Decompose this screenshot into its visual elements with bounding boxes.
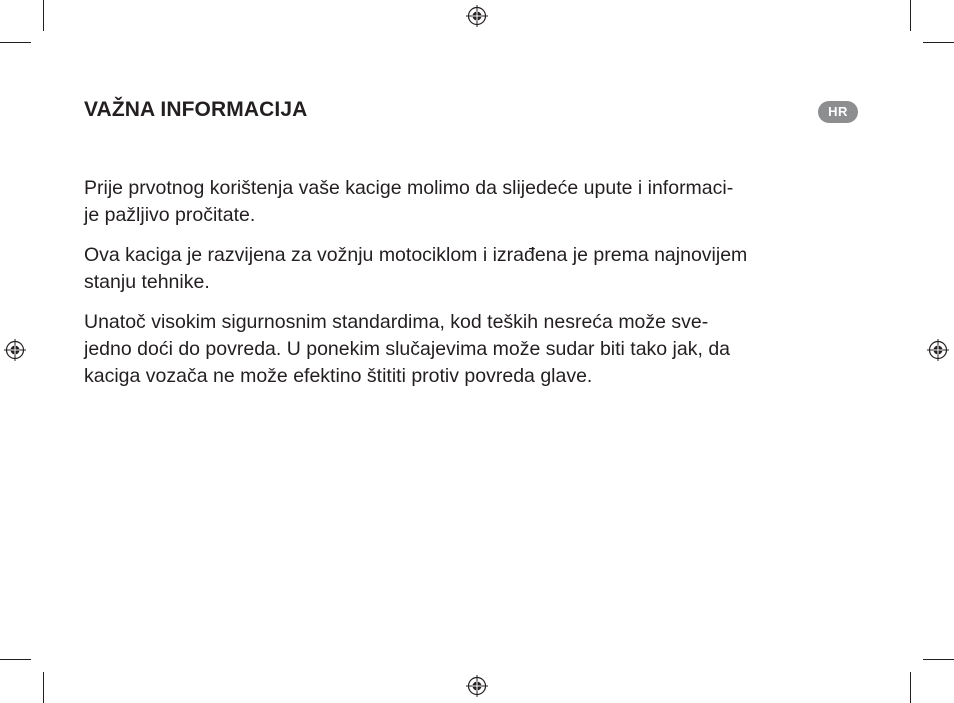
paragraph-line: kaciga vozača ne može efektino štititi protiv povreda glave. <box>84 365 593 387</box>
registration-mark-icon-left <box>4 339 26 361</box>
crop-mark-top-left-vertical <box>43 0 44 31</box>
crop-mark-bottom-right-vertical <box>910 672 911 703</box>
paragraph-line: Prije prvotnog korištenja vaše kacige molimo da slijedeće upute i informaci- <box>84 177 734 199</box>
crop-mark-top-left-horizontal <box>0 42 31 43</box>
crop-mark-bottom-left-horizontal <box>0 659 31 660</box>
crop-mark-bottom-left-vertical <box>43 672 44 703</box>
paragraph-line: stanju tehnike. <box>84 271 210 293</box>
crop-mark-bottom-right-horizontal <box>923 659 954 660</box>
registration-mark-icon-top <box>466 5 488 27</box>
language-badge: HR <box>818 101 858 123</box>
paragraph-line: Ova kaciga je razvijena za vožnju motociklom i izrađena je prema najnovijem <box>84 244 748 266</box>
paragraph-line: jedno doći do povreda. U ponekim slučajevima može sudar biti tako jak, da <box>84 338 731 360</box>
paragraph-line: Unatoč visokim sigurnosnim standardima, kod teških nesreća može sve- <box>84 311 709 333</box>
paragraph-purpose <box>84 242 874 296</box>
body-text <box>84 175 874 403</box>
crop-mark-top-right-horizontal <box>923 42 954 43</box>
paragraph-line: je pažljivo pročitate. <box>84 204 256 226</box>
registration-mark-icon-right <box>927 339 949 361</box>
registration-mark-icon-bottom <box>466 675 488 697</box>
crop-mark-top-right-vertical <box>910 0 911 31</box>
paragraph-intro <box>84 175 874 229</box>
page-title: VAŽNA INFORMACIJA <box>84 98 308 121</box>
paragraph-warning <box>84 309 874 390</box>
